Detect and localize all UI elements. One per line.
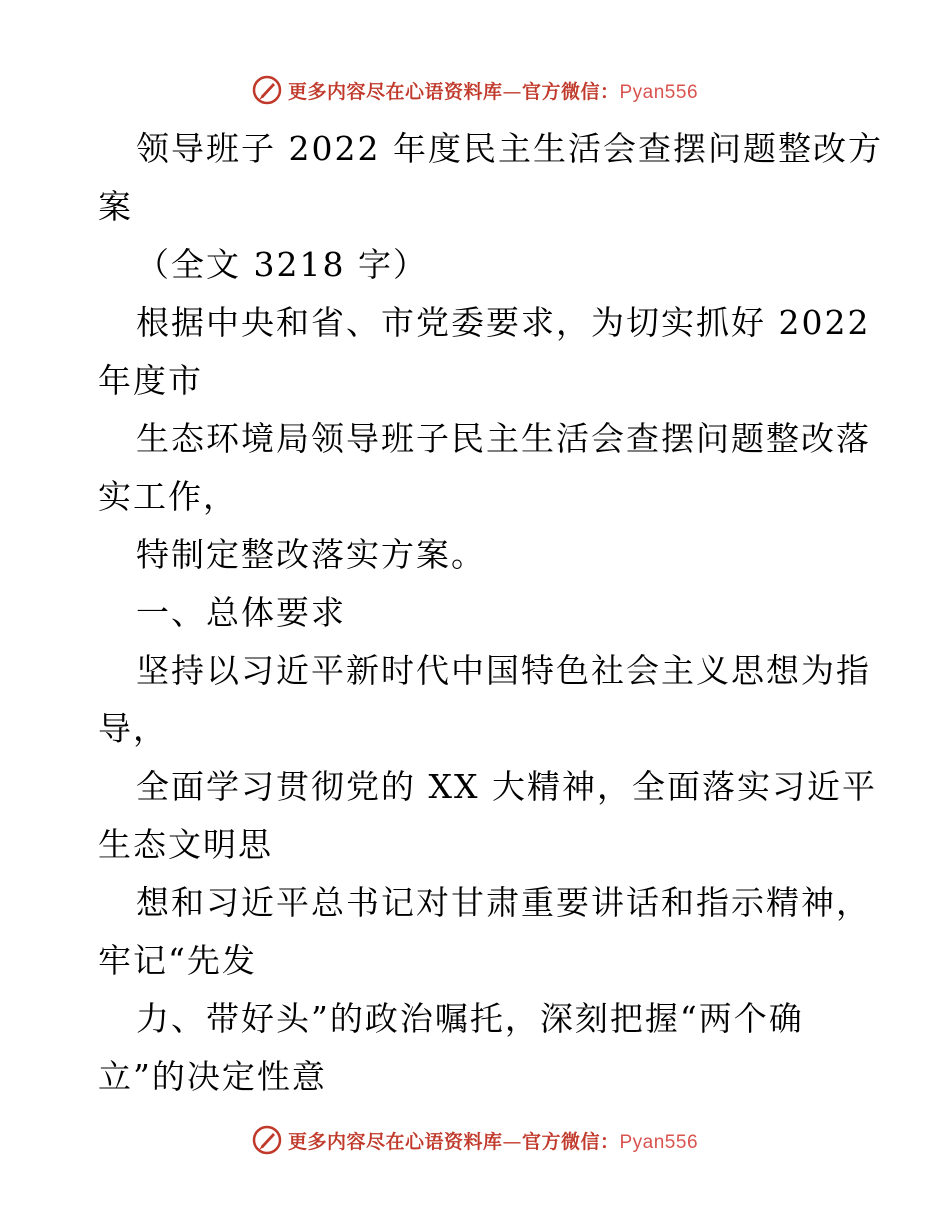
paragraph-line: 实工作， [98, 477, 238, 516]
paragraph-line: 特制定整改落实方案。 [136, 535, 486, 574]
word-count-note: （全文 3218 字） [136, 245, 428, 284]
banner-main-text: 更多内容尽在心语资料库 [287, 80, 503, 103]
banner-wechat-label: 官方微信： [521, 80, 620, 103]
paragraph-line: 导， [98, 709, 168, 748]
paragraph-line: 全面学习贯彻党的 XX 大精神，全面落实习近平 [136, 767, 877, 806]
paragraph-line: 力、带好头”的政治嘱托，深刻把握“两个确 [136, 999, 804, 1038]
banner-dash: — [502, 1130, 522, 1153]
document-body [98, 120, 883, 1106]
paragraph-line: 根据中央和省、市党委要求，为切实抓好 2022 [136, 303, 871, 342]
paragraph-line: 想和习近平总书记对甘肃重要讲话和指示精神， [136, 883, 871, 922]
banner-text [288, 77, 698, 104]
banner-wechat-id: Pyan556 [619, 81, 699, 103]
paragraph-line: 生态文明思 [98, 825, 273, 864]
header-banner [0, 70, 950, 110]
paragraph-line: 立”的决定性意 [98, 1057, 327, 1096]
paragraph-line: 生态环境局领导班子民主生活会查摆问题整改落 [136, 419, 871, 458]
banner-dash: — [502, 80, 522, 103]
banner-wechat-id: Pyan556 [619, 1131, 699, 1153]
paragraph-line: 牢记“先发 [98, 941, 257, 980]
section-heading: 一、总体要求 [136, 593, 346, 632]
banner-wechat-label: 官方微信： [521, 1130, 620, 1153]
document-title-line-2: 案 [98, 187, 133, 226]
banner-main-text: 更多内容尽在心语资料库 [287, 1130, 503, 1153]
paragraph-line: 年度市 [98, 361, 203, 400]
quill-logo-icon [252, 1125, 282, 1155]
paragraph-line: 坚持以习近平新时代中国特色社会主义思想为指 [136, 651, 871, 690]
document-title-line-1: 领导班子 2022 年度民主生活会查摆问题整改方 [136, 129, 883, 168]
quill-logo-icon [252, 75, 282, 105]
footer-banner [0, 1120, 950, 1160]
banner-text [288, 1127, 698, 1154]
